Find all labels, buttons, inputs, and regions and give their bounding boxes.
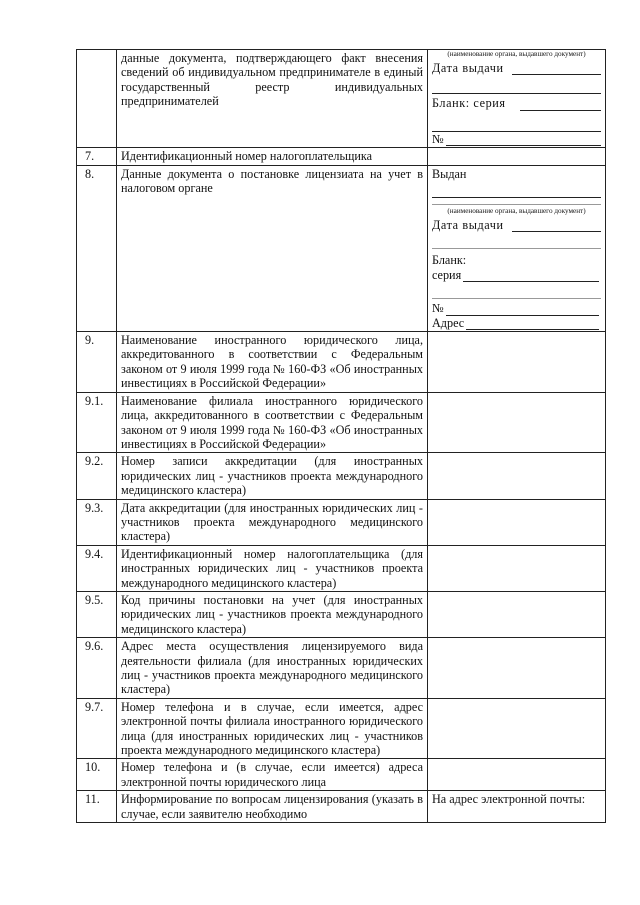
row-number: 9.2.	[77, 453, 117, 499]
table-row	[77, 453, 606, 499]
issue-date-field[interactable]	[432, 61, 601, 75]
row-description: Номер телефона и (в случае, если имеется) адреса электронной почты юридического лица	[117, 759, 428, 791]
address-label: Адрес	[432, 315, 465, 330]
address-field[interactable]	[432, 316, 601, 330]
table-row	[77, 148, 606, 165]
table-row	[77, 165, 606, 331]
row-number: 8.	[77, 165, 117, 331]
value-cell[interactable]	[428, 638, 606, 699]
table-row	[77, 638, 606, 699]
table-row	[77, 698, 606, 759]
row-number	[77, 50, 117, 148]
document-number-field[interactable]	[432, 132, 601, 146]
row-description: Номер телефона и в случае, если имеется, адрес электронной почты филиала иностранного юридического лица (для иностранных юридических лиц - участников проекта международного медицинского кластера)	[117, 698, 428, 759]
row-number: 11.	[77, 791, 117, 823]
value-cell[interactable]	[428, 545, 606, 591]
issue-date-label: Дата выдачи	[432, 61, 504, 75]
row-number: 9.6.	[77, 638, 117, 699]
row-number: 10.	[77, 759, 117, 791]
issue-date-label: Дата выдачи	[432, 218, 504, 233]
application-form-table	[76, 49, 606, 823]
value-cell[interactable]	[428, 392, 606, 453]
value-cell[interactable]	[428, 499, 606, 545]
blank-series-label: Бланк: серия	[432, 96, 506, 111]
row-description: Идентификационный номер налогоплательщика	[117, 148, 428, 165]
series-field[interactable]	[432, 268, 601, 282]
value-cell[interactable]	[428, 591, 606, 637]
issuer-caption: (наименование органа, выдавшего документ)	[447, 207, 586, 216]
value-cell[interactable]	[428, 332, 606, 393]
row-number: 9.5.	[77, 591, 117, 637]
value-cell[interactable]	[428, 148, 606, 165]
row-number: 9.	[77, 332, 117, 393]
row-description: Данные документа о постановке лицензиата на учет в налоговом органе	[117, 165, 428, 331]
row-description: данные документа, подтверждающего факт внесения сведений об индивидуальном предпринимателе в единый государственный реестр индивидуальных предпринимателей	[117, 50, 428, 148]
series-label: серия	[432, 267, 462, 282]
blank-line[interactable]	[432, 236, 601, 249]
form-page	[76, 49, 605, 823]
document-details-cell	[428, 50, 606, 148]
blank-series-field[interactable]	[432, 96, 601, 110]
issuer-line[interactable]	[432, 185, 601, 198]
row-description: Код причины постановки на учет (для иностранных юридических лиц - участников проекта международного медицинского кластера)	[117, 591, 428, 637]
issued-label: Выдан	[432, 166, 467, 181]
row-number: 7.	[77, 148, 117, 165]
issuer-line[interactable]	[432, 198, 601, 205]
table-row	[77, 332, 606, 393]
issue-date-field[interactable]	[432, 218, 601, 232]
tax-registration-cell	[428, 165, 606, 331]
row-number: 9.1.	[77, 392, 117, 453]
row-description: Информирование по вопросам лицензирования (указать в случае, если заявителю необходимо	[117, 791, 428, 823]
table-row	[77, 392, 606, 453]
row-description: Наименование филиала иностранного юридического лица, аккредитованного в соответствии с Федеральным законом от 9 июля 1999 года № 160-ФЗ «Об иностранных инвестициях в Российской Федерации»	[117, 392, 428, 453]
row-description: Адрес места осуществления лицензируемого вида деятельности филиала (для иностранных юридических лиц - участников проекта международного медицинского кластера)	[117, 638, 428, 699]
row-description: Идентификационный номер налогоплательщика (для иностранных юридических лиц - участников проекта международного медицинского кластера)	[117, 545, 428, 591]
email-option-cell[interactable]	[428, 791, 606, 823]
number-label: №	[432, 301, 444, 316]
email-option-label: На адрес электронной почты:	[432, 792, 586, 807]
blank-label: Бланк:	[432, 253, 467, 268]
table-row	[77, 50, 606, 148]
value-cell[interactable]	[428, 698, 606, 759]
table-row	[77, 759, 606, 791]
issuer-caption: (наименование органа, выдавшего документ)	[447, 50, 586, 58]
blank-line[interactable]	[432, 81, 601, 94]
row-description: Дата аккредитации (для иностранных юридических лиц - участников проекта международного медицинского кластера)	[117, 499, 428, 545]
blank-line[interactable]	[432, 119, 601, 132]
table-row	[77, 545, 606, 591]
value-cell[interactable]	[428, 759, 606, 791]
number-label: №	[432, 131, 444, 146]
value-cell[interactable]	[428, 453, 606, 499]
table-row	[77, 591, 606, 637]
row-description: Номер записи аккредитации (для иностранных юридических лиц - участников проекта международного медицинского кластера)	[117, 453, 428, 499]
table-row	[77, 791, 606, 823]
row-number: 9.4.	[77, 545, 117, 591]
number-field[interactable]	[432, 301, 601, 315]
row-number: 9.3.	[77, 499, 117, 545]
row-description: Наименование иностранного юридического лица, аккредитованного в соответствии с Федеральным законом от 9 июля 1999 года № 160-ФЗ «Об иностранных инвестициях в Российской Федерации»	[117, 332, 428, 393]
blank-line[interactable]	[432, 286, 601, 299]
row-number: 9.7.	[77, 698, 117, 759]
table-row	[77, 499, 606, 545]
